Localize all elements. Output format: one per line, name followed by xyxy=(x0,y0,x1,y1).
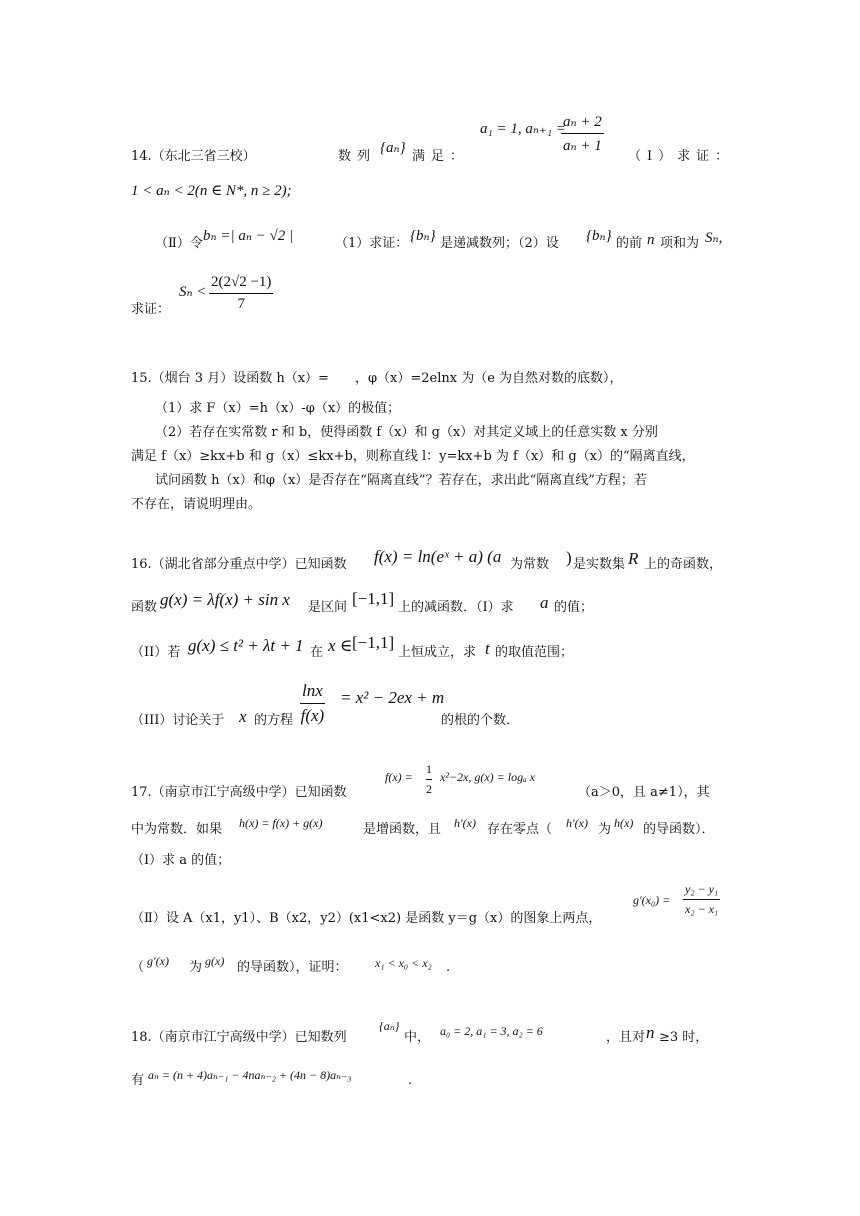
q16-line2-b: 是区间 xyxy=(308,600,348,615)
q14-seq-b: {bₙ} xyxy=(410,228,436,244)
q16-line2-a: 函数 xyxy=(131,600,158,615)
q17-line2-d: 为 xyxy=(598,822,612,837)
q16-part2-c: 上恒成立，求 xyxy=(398,645,477,660)
q17-hp2: h′(x) xyxy=(566,816,588,830)
q16-text2: 上的奇函数， xyxy=(644,557,723,572)
q17-hp: h′(x) xyxy=(454,816,476,830)
q18-rec: aₙ = (n + 4)aₙ₋₁ − 4naₙ₋₂ + (4n − 8)aₙ₋₃ xyxy=(148,1068,352,1082)
q17-part1: （Ⅰ）求 a 的值； xyxy=(131,853,231,868)
q17-gp-lhs: g′(x₀) = xyxy=(633,893,671,907)
q16-part3-b: 的方程 xyxy=(254,713,294,728)
q18-text3: ≥3 时， xyxy=(659,1030,709,1045)
q14-part2-label: （Ⅱ）令 xyxy=(155,236,203,251)
q14-sn-den: 7 xyxy=(237,296,245,312)
q16-interval: [−1,1] xyxy=(352,589,395,608)
q18-text2: ，且对 xyxy=(606,1030,646,1045)
q16-part3-a: （III）讨论关于 xyxy=(131,713,225,728)
q15-line6: 不存在，请说明理由。 xyxy=(131,497,262,512)
q14-ineq: 1 < aₙ < 2(n ∈ N*, n ≥ 2); xyxy=(131,183,292,199)
q16-a: a xyxy=(540,593,549,612)
q14-part1: （Ⅰ）求证： xyxy=(628,149,735,164)
q15-line4: 满足 f（x）≥kx+b 和 g（x）≤kx+b，则称直线 l：y=kx+b 为 f（x）和 g（x）的“隔离直线， xyxy=(131,449,695,464)
q15-line1: 15.（烟台 3 月）设函数 h（x）= ，φ（x）=2elnx 为（e 为自然对数的底数）， xyxy=(131,371,623,386)
q16-part2-a: （II）若 xyxy=(131,645,181,660)
q17-half xyxy=(426,762,432,797)
q14-sub1-text: 是递减数列；（2）设 xyxy=(440,236,559,251)
q18-line2-a: 有 xyxy=(131,1073,145,1088)
q17-line4-b: 为 xyxy=(189,960,203,975)
q16-text1: 是实数集 xyxy=(573,557,626,572)
q14-seq-a: {aₙ} xyxy=(380,140,406,156)
q17-line4-a: （ xyxy=(131,960,145,975)
q16-x: x xyxy=(239,707,247,726)
q15-line3: （2）若存在实常数 r 和 b，使得函数 f（x）和 g（x）对其定义域上的任意实数 x 分别 xyxy=(155,425,658,440)
q14-sub1: （1）求证： xyxy=(335,236,409,251)
q17-gp-fraction xyxy=(683,882,720,917)
q14-seq-b2: {bₙ} xyxy=(586,228,612,244)
q14-label: 14.（东北三省三校） xyxy=(131,149,256,164)
q14-prove: 求证： xyxy=(131,302,171,317)
q17-gp: g′(x) xyxy=(147,954,169,968)
q17-line2-b: 是增函数，且 xyxy=(363,822,442,837)
q18-label: 18.（南京市江宁高级中学）已知数列 xyxy=(131,1030,347,1045)
q17-ineq: x₁ < x₀ < x₂ xyxy=(375,956,432,970)
q16-interval2: [−1,1] xyxy=(352,633,395,652)
q17-f-rhs: x²−2x, g(x) = logₐ x xyxy=(440,770,535,784)
q14-cond-left: a₁ = 1, aₙ₊₁ = xyxy=(480,121,566,137)
q16-label: 16.（湖北省部分重点中学）已知函数 xyxy=(131,557,347,572)
q15-line5: 试问函数 h（x）和φ（x）是否存在“隔离直线”？若存在，求出此“隔离直线”方程；若 xyxy=(155,473,647,488)
q16-part3-c: 的根的个数． xyxy=(441,713,520,728)
q16-const: 为常数 xyxy=(510,557,550,572)
q16-ineq: g(x) ≤ t² + λt + 1 xyxy=(188,636,304,655)
q14-bn-def: bₙ =| aₙ − √2 | xyxy=(203,228,294,244)
q14-text1: 数列 xyxy=(338,149,377,164)
q16-eq-rhs: = x² − 2ex + m xyxy=(340,688,445,707)
q14-cond-den: aₙ + 1 xyxy=(563,138,602,154)
q15-line2: （1）求 F（x）=h（x）-φ（x）的极值； xyxy=(155,401,401,416)
q16-part2-d: 的取值范围； xyxy=(495,645,574,660)
q17-half-num: 1 xyxy=(426,762,432,776)
q16-eq-fraction xyxy=(300,681,325,726)
q17-part2: （Ⅱ）设 A（x1，y1）、B（x2，y2）(x1<x2) 是函数 y＝g（x）的图象上两点， xyxy=(131,911,602,926)
q14-cond-fraction xyxy=(561,112,604,155)
q14-text2: 满足： xyxy=(412,149,470,164)
q17-dot: . xyxy=(446,960,451,975)
q16-t: t xyxy=(485,639,490,658)
q17-cond: （a＞0，且 a≠1），其 xyxy=(578,785,710,800)
q14-sub2-text: 的前 xyxy=(616,236,643,251)
q14-sub2-text2: 项和为 xyxy=(660,236,700,251)
q17-line2-e: 的导函数）． xyxy=(643,822,715,837)
q14-Sn: Sₙ, xyxy=(705,230,723,246)
q17-line2-c: 存在零点（ xyxy=(487,822,553,837)
q17-line2-a: 中为常数．如果 xyxy=(131,822,223,837)
q17-label: 17.（南京市江宁高级中学）已知函数 xyxy=(131,785,347,800)
q18-n: n xyxy=(646,1023,655,1042)
q16-R: R xyxy=(628,549,639,568)
q16-line2-c: 上的减函数．（I）求 xyxy=(398,600,514,615)
q16-paren: ) xyxy=(566,548,572,567)
q18-text1: 中， xyxy=(404,1030,431,1045)
q16-line2-d: 的值； xyxy=(554,600,594,615)
q17-gp-num: y₂ − y₁ xyxy=(685,882,719,896)
q14-cond-num: aₙ + 2 xyxy=(563,114,602,130)
q14-sn-fraction xyxy=(209,274,273,313)
q14-sn-lhs: Sₙ < xyxy=(179,284,207,300)
q16-eq-den: f(x) xyxy=(300,706,325,725)
q14-n: n xyxy=(647,232,655,248)
q17-f-lhs: f(x) = xyxy=(385,770,413,784)
q16-g-def: g(x) = λf(x) + sin x xyxy=(160,590,290,609)
q18-dot: . xyxy=(408,1073,413,1088)
q17-line4-c: 的导函数），证明： xyxy=(237,960,348,975)
q17-half-den: 2 xyxy=(426,782,432,796)
q16-part2-b: 在 xyxy=(310,645,324,660)
q17-h: h(x) xyxy=(614,816,634,830)
q16-f-def: f(x) = ln(eˣ + a) (a xyxy=(374,547,502,566)
q16-xin: x ∈ xyxy=(328,636,353,655)
q17-gp-den: x₂ − x₁ xyxy=(685,902,719,916)
q18-seq: {aₙ} xyxy=(379,1019,400,1033)
q18-init: a₀ = 2, a₁ = 3, a₂ = 6 xyxy=(440,1024,543,1038)
q14-sn-num: 2(2√2 −1) xyxy=(211,274,272,290)
q17-g: g(x) xyxy=(205,954,225,968)
q17-h-def: h(x) = f(x) + g(x) xyxy=(239,816,323,830)
q16-eq-num: lnx xyxy=(302,681,323,700)
